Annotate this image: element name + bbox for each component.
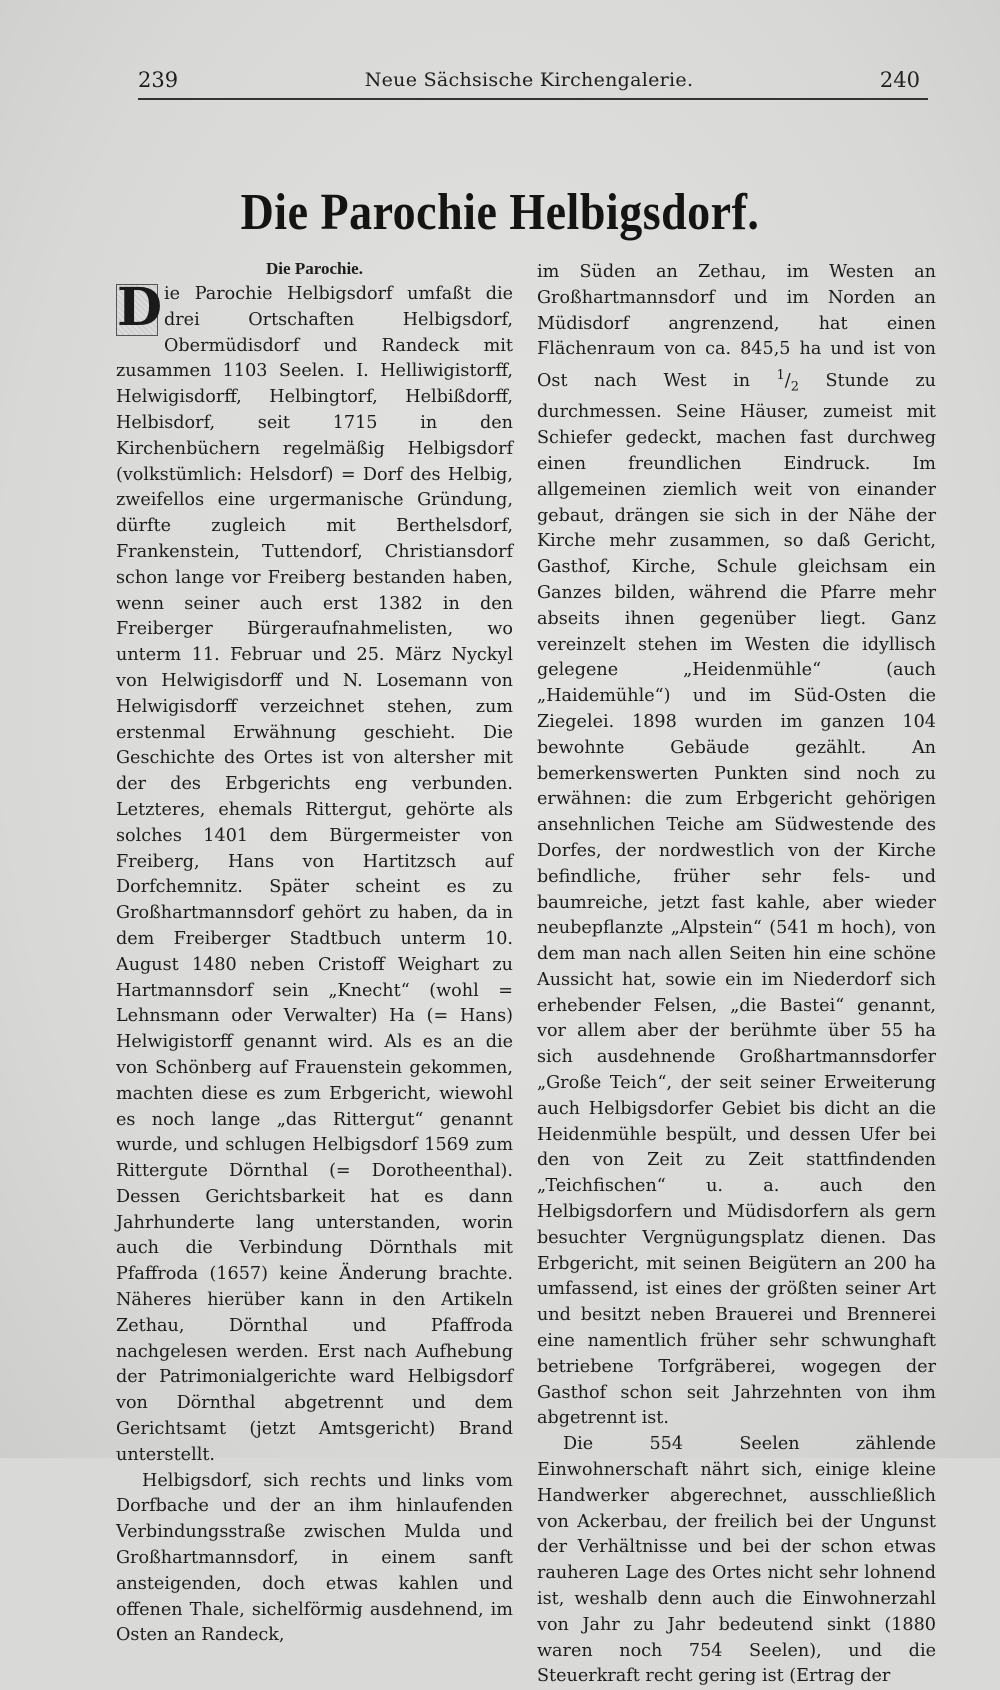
page-number-left: 239 (138, 68, 179, 92)
left-column (116, 259, 513, 1649)
paragraph-description-start: im Süden an Zethau, im Westen an Großhartmannsdorf und im Norden an Müdisdorf angrenzend, hat einen Flächenraum von ca. 845,5 ha und ist von Ost nach West in (537, 262, 936, 392)
paragraph-location: Helbigsdorf, sich rechts und links vom Dorfbache und der an ihm hinlaufenden Verbindungsstraße zwischen Mulda und Großhartmannsdorf, in einem sanft ansteigenden, doch etwas kahlen und offenen Thale, sichelförmig ausdehnend, im Osten an Randeck, (116, 1470, 513, 1646)
paragraph-description: im Süden an Zethau, im Westen an Großhartmannsdorf und im Norden an Müdisdorf angrenzend, hat einen Flächenraum von ca. 845,5 ha und ist von Ost nach West in $^1/_2$ Stunde zu durchmessen. Seine Häuser, zumeist mit Schiefer gedeckt, machen fast durchweg einen freundlichen Eindruck. Im allgemeinen ziemlich weit von einander gebaut, drängen sie sich in der Nähe der Kirche mehr zusammen, so daß Gericht, Gasthof, Kirche, Schule gleichsam ein Ganzes bilden, während die Pfarre mehr abseits ihnen gegenüber liegt. Ganz vereinzelt stehen im Westen die idyllisch gelegene „Heidenmühle“ (auch „Haidemühle“) und im Süd-Osten die Ziegelei. 1898 wurden im ganzen 104 bewohnte Gebäude gezählt. An bemerkenswerten Punkten sind noch zu erwähnen: die zum Erbgericht gehörigen ansehnlichen Teiche am Südwestende des Dorfes, der nordwestlich von der Kirche befindliche, früher sehr fels- und baumreiche, jetzt fast kahle, aber wieder neubepflanzte „Alpstein“ (541 m hoch), von dem man nach allen Seiten hin eine schöne Aussicht hat, sowie ein im Niederdorf sich erhebender Felsen, „die Bastei“ genannt, vor allem aber der berühmte über 55 ha sich ausdehnende Großhartmannsdorfer „Große Teich“, der seit seiner Erweiterung auch Helbigsdorfer Gebiet bis dicht an die Heidenmühle bespült, und dessen Ufer bei den von Zeit zu Zeit stattfindenden „Teichfischen“ u. a. auch den Helbigsdorfern und Müdisdorfern als gern besuchter Vergnügungsplatz dienen. Das Erbgericht, mit seinen Beigütern an 200 ha umfassend, ist eines der größten seiner Art und besitzt neben Brauerei und Brennerei eine namentlich früher sehr schwunghaft betriebene Torfgräberei, wogegen der Gasthof schon seit Jahrzehnten von ihm abgetrennt ist. (537, 262, 937, 1429)
paragraph-population: Die 554 Seelen zählende Einwohnerschaft nährt sich, einige kleine Handwerker abgerechnet, ausschließlich von Ackerbau, der freilich bei der Ungunst der Verhältnisse und bei der schon etwas rauheren Lage des Ortes nicht sehr lohnend ist, weshalb denn auch die Einwohnerzahl von Jahr zu Jahr bedeutend sinkt (1880 waren noch 754 Seelen), und die Steuerkraft recht gering ist (Ertrag der (537, 1434, 936, 1687)
running-header (138, 68, 920, 96)
drop-cap: D (117, 277, 163, 338)
header-rule (138, 98, 928, 100)
page-number-right: 240 (879, 68, 920, 92)
fraction-numerator: 1 (776, 368, 785, 384)
paragraph-intro (116, 277, 513, 1469)
right-column (537, 260, 936, 1690)
running-title: Neue Sächsische Kirchengalerie. (364, 69, 694, 91)
section-heading: Die Parochie. (266, 259, 363, 278)
paragraph-intro-text: ie Parochie Helbigsdorf umfaßt die drei Ortschaften Helbigsdorf, Obermüdisdorf und Randeck mit zusammen 1103 Seelen. I. Helliwigistorff, Helwigisdorff, Helbingtorf, Helbißdorff, Helbisdorf, seit 1715 in den Kirchenbüchern regelmäßig Helbigsdorf (volkstümlich: Helsdorf) = Dorf des Helbig, zweifellos eine urgermanische Gründung, dürfte zugleich mit Berthelsdorf, Frankenstein, Tuttendorf, Christiansdorf schon lange vor Freiberg bestanden haben, wenn seiner auch erst 1382 in den Freiberger Bürgeraufnahmelisten, wo unterm 11. Februar und 25. März Nyckyl von Helwigisdorff und N. Losemann von Helwigisdorff verzeichnet stehen, zum erstenmal Erwähnung geschieht. Die Geschichte des Ortes ist von altersher mit der des Erbgerichts eng verbunden. Letzteres, ehemals Rittergut, gehörte als solches 1401 dem Bürgermeister von Freiberg, Hans von Hartitzsch auf Dorfchemnitz. Später scheint es zu Großhartmannsdorf gehört zu haben, da in dem Freiberger Stadtbuch unterm 10. August 1480 neben Cristoff Weighart zu Hartmannsdorf sein „Knecht“ (wohl = Lehnsmann oder Verwalter) Ha (= Hans) Helwigistorff genannt wird. Als es an die von Schönberg auf Frauenstein gekommen, machten diese es zum Erbgericht, wiewohl es noch lange „das Rittergut“ genannt wurde, und schlugen Helbigsdorf 1569 zum Rittergute Dörnthal (= Dorotheenthal). Dessen Gerichtsbarkeit hat es dann Jahrhunderte lang unterstanden, worin auch die Verbindung Dörnthals mit Pfaffroda (1657) keine Änderung brachte. Näheres hierüber kann in den Artikeln Zethau, Dörnthal und Pfaffroda nachgelesen werden. Erst nach Aufhebung der Patrimonialgerichte ward Helbigsdorf von Dörnthal abgetrennt und dem Gerichtsamt (jetzt Amtsgericht) Brand unterstellt. (116, 284, 513, 1465)
article-title: Die Parochie Helbigsdorf. (240, 183, 760, 241)
paragraph-description-rest: Stunde zu durchmessen. Seine Häuser, zumeist mit Schiefer gedeckt, machen fast durchweg einen freundlichen Eindruck. Im allgemeinen ziemlich weit von einander gebaut, drängen sie sich in der Nähe der Kirche mehr zusammen, so daß Gericht, Gasthof, Kirche, Schule gleichsam ein Ganzes bilden, während die Pfarre mehr abseits ihnen gegenüber liegt. Ganz vereinzelt stehen im Westen die idyllisch gelegene „Heidenmühle“ (auch „Haidemühle“) und im Süd-Osten die Ziegelei. 1898 wurden im ganzen 104 bewohnte Gebäude gezählt. An bemerkenswerten Punkten sind noch zu erwähnen: die zum Erbgericht gehörigen ansehnlichen Teiche am Südwestende des Dorfes, der nordwestlich von der Kirche befindliche, früher sehr fels- und baumreiche, jetzt fast kahle, aber wieder neubepflanzte „Alpstein“ (541 m hoch), von dem man nach allen Seiten hin eine schöne Aussicht hat, sowie ein im Niederdorf sich erhebender Felsen, „die Bastei“ genannt, vor allem aber der berühmte über 55 ha sich ausdehnende Großhartmannsdorfer „Große Teich“, der seit seiner Erweiterung auch Helbigsdorfer Gebiet bis dicht an die Heidenmühle bespült, und dessen Ufer bei den von Zeit zu Zeit stattfindenden „Teichfischen“ u. a. auch den Helbigsdorfern und Müdisdorfern als gern besuchter Vergnügungsplatz dienen. Das Erbgericht, mit seinen Beigütern an 200 ha umfassend, ist eines der größten seiner Art und besitzt neben Brauerei und Brennerei eine namentlich früher sehr schwunghaft betriebene Torfgräberei, wogegen der Gasthof schon seit Jahrzehnten von ihm abgetrennt ist. (537, 371, 937, 1429)
fraction-denominator: 2 (790, 379, 800, 395)
